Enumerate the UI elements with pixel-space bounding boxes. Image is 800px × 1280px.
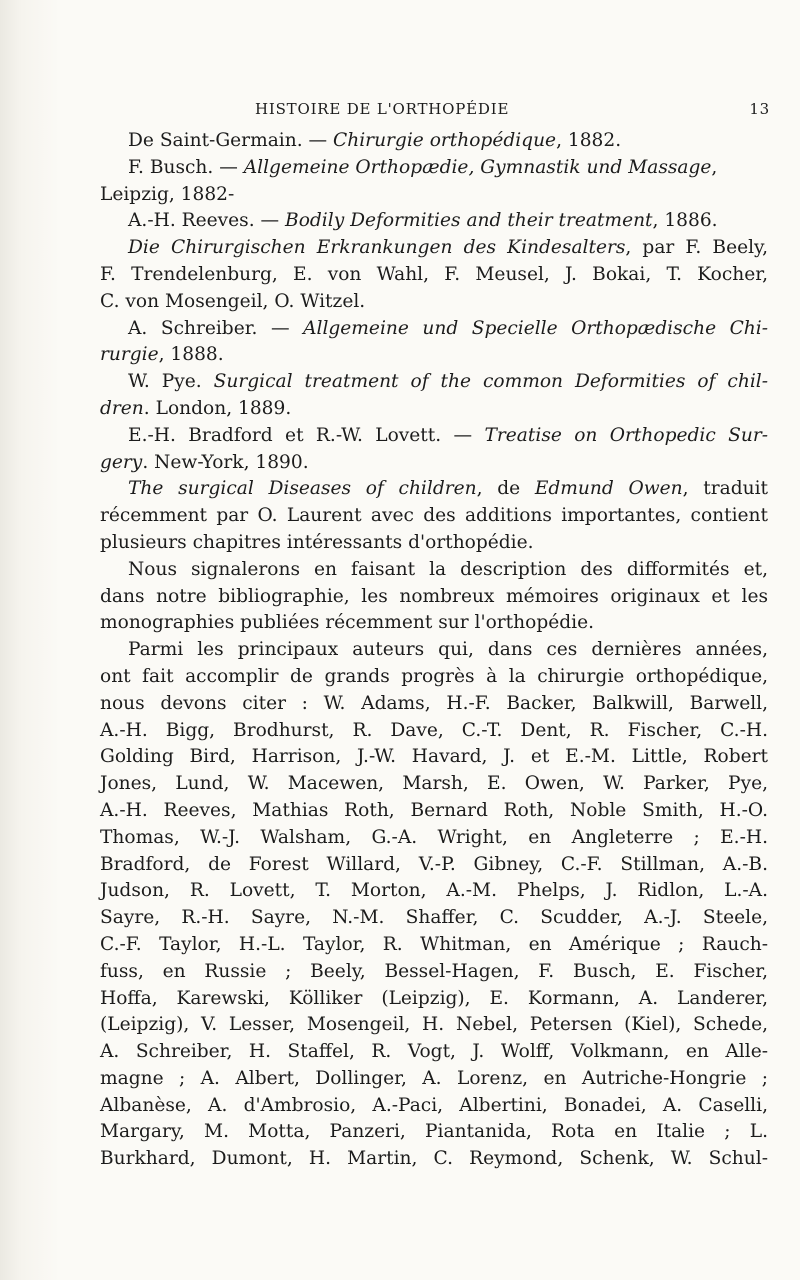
text-line (100, 771, 768, 798)
text-run: , 1886. (652, 210, 718, 232)
text-line (100, 1146, 768, 1173)
text-run: Margary, M. Motta, Panzeri, Piantanida, Rota en Italie ; L. (100, 1121, 768, 1143)
text-line (100, 557, 768, 584)
text-run: A.-H. Reeves. — (128, 210, 286, 232)
text-line (100, 235, 768, 262)
text-run: Bradford, de Forest Willard, V.-P. Gibney, C.-F. Stillman, A.-B. (100, 853, 768, 875)
text-run: fuss, en Russie ; Beely, Bessel-Hagen, F. Busch, E. Fischer, (100, 960, 768, 982)
italic-text: Allgemeine und Specielle Orthopædische Chi- (303, 317, 769, 339)
text-run: ont fait accomplir de grands progrès à la chirurgie orthopédique, (100, 665, 768, 687)
text-line (100, 905, 768, 932)
text-run: monographies publiées récemment sur l'orthopédie. (100, 612, 594, 634)
text-line (100, 718, 768, 745)
page-number: 13 (749, 100, 770, 118)
text-line (100, 664, 768, 691)
text-line (100, 744, 768, 771)
text-run: Burkhard, Dumont, H. Martin, C. Reymond, Schenk, W. Schul- (100, 1148, 768, 1170)
text-run: . London, 1889. (143, 397, 292, 419)
italic-text: dren (100, 397, 144, 419)
text-run: Hoffa, Karewski, Kölliker (Leipzig), E. Kormann, A. Landerer, (100, 987, 768, 1009)
text-line (100, 986, 768, 1013)
text-run: , 1888. (158, 344, 224, 366)
text-run: A. Schreiber. — (128, 317, 304, 339)
text-run: , (711, 156, 718, 178)
text-line (100, 637, 768, 664)
text-line (100, 852, 768, 879)
text-run: Parmi les principaux auteurs qui, dans ces dernières années, (128, 639, 768, 661)
text-run: De Saint-Germain. — (128, 130, 334, 151)
running-title: HISTOIRE DE L'ORTHOPÉDIE (255, 100, 510, 118)
text-run: F. Busch. — (128, 156, 244, 178)
text-run: , 1882. (556, 130, 622, 151)
text-run: (Leipzig), V. Lesser, Mosengeil, H. Nebel, Petersen (Kiel), Schede, (100, 1014, 768, 1036)
text-line (100, 262, 768, 289)
text-run: Leipzig, 1882- (100, 183, 235, 205)
text-run: , traduit (682, 478, 768, 500)
text-run: plusieurs chapitres intéressants d'orthopédie. (100, 531, 534, 553)
text-run: E.-H. Bradford et R.-W. Lovett. — (128, 424, 485, 446)
italic-text: The surgical Diseases of children (128, 478, 477, 500)
text-line (100, 128, 768, 155)
text-run: A.-H. Reeves, Mathias Roth, Bernard Roth, Noble Smith, H.-O. (100, 799, 768, 821)
text-line (100, 530, 768, 557)
italic-text: Bodily Deformities and their treatment (285, 210, 653, 232)
italic-text: gery (100, 451, 143, 473)
italic-text: Edmund Owen (534, 478, 683, 500)
text-run: C.-F. Taylor, H.-L. Taylor, R. Whitman, en Amérique ; Rauch- (100, 933, 768, 955)
text-line (100, 289, 768, 316)
text-line (100, 396, 768, 423)
text-run: . New-York, 1890. (142, 451, 309, 473)
text-run: nous devons citer : W. Adams, H.-F. Backer, Balkwill, Barwell, (100, 692, 768, 714)
italic-text: Allgemeine Orthopædie, Gymnastik und Massage (243, 156, 712, 178)
text-line (100, 155, 768, 182)
text-line (100, 450, 768, 477)
text-run: , de (476, 478, 535, 500)
text-line (100, 1119, 768, 1146)
text-run: Albanèse, A. d'Ambrosio, A.-Paci, Albertini, Bonadei, A. Caselli, (100, 1094, 768, 1116)
text-run: A.-H. Bigg, Brodhurst, R. Dave, C.-T. Dent, R. Fischer, C.-H. (100, 719, 768, 741)
text-run: A. Schreiber, H. Staffel, R. Vogt, J. Wolff, Volkmann, en Alle- (100, 1041, 768, 1063)
text-run: Thomas, W.-J. Walsham, G.-A. Wright, en Angleterre ; E.-H. (100, 826, 768, 848)
text-line (100, 610, 768, 637)
text-run: Jones, Lund, W. Macewen, Marsh, E. Owen, W. Parker, Pye, (100, 773, 768, 795)
text-run: Golding Bird, Harrison, J.-W. Havard, J. et E.-M. Little, Robert (100, 746, 768, 768)
text-line (100, 503, 768, 530)
text-line (100, 1093, 768, 1120)
text-line (100, 1066, 768, 1093)
italic-text: Die Chirurgischen Erkrankungen des Kindesalters (128, 237, 626, 259)
text-line (100, 423, 768, 450)
text-line (100, 1039, 768, 1066)
running-header (100, 100, 770, 124)
text-line (100, 316, 768, 343)
text-line (100, 1012, 768, 1039)
italic-text: Treatise on Orthopedic Sur- (484, 424, 768, 446)
text-line (100, 182, 768, 209)
text-run: F. Trendelenburg, E. von Wahl, F. Meusel, J. Bokai, T. Kocher, (100, 263, 768, 285)
text-run: dans notre bibliographie, les nombreux mémoires originaux et les (100, 585, 768, 607)
text-run: C. von Mosengeil, O. Witzel. (100, 290, 366, 312)
text-run: Judson, R. Lovett, T. Morton, A.-M. Phelps, J. Ridlon, L.-A. (100, 880, 768, 902)
text-line (100, 584, 768, 611)
text-run: Nous signalerons en faisant la description des difformités et, (128, 558, 768, 580)
text-line (100, 825, 768, 852)
text-run: récemment par O. Laurent avec des additions importantes, contient (100, 505, 768, 527)
text-line (100, 878, 768, 905)
text-line (100, 476, 768, 503)
text-run: magne ; A. Albert, Dollinger, A. Lorenz, en Autriche-Hongrie ; (100, 1067, 768, 1089)
page-body (100, 128, 768, 1173)
text-line (100, 342, 768, 369)
italic-text: Surgical treatment of the common Deformities of chil- (213, 371, 768, 393)
text-line (100, 691, 768, 718)
italic-text: rurgie (100, 344, 159, 366)
text-line (100, 208, 768, 235)
text-line (100, 959, 768, 986)
italic-text: Chirurgie orthopédique (333, 130, 557, 151)
text-line (100, 369, 768, 396)
text-run: Sayre, R.-H. Sayre, N.-M. Shaffer, C. Scudder, A.-J. Steele, (100, 907, 768, 929)
text-line (100, 798, 768, 825)
text-run: W. Pye. (128, 371, 214, 393)
text-run: , par F. Beely, (625, 237, 768, 259)
text-line (100, 932, 768, 959)
